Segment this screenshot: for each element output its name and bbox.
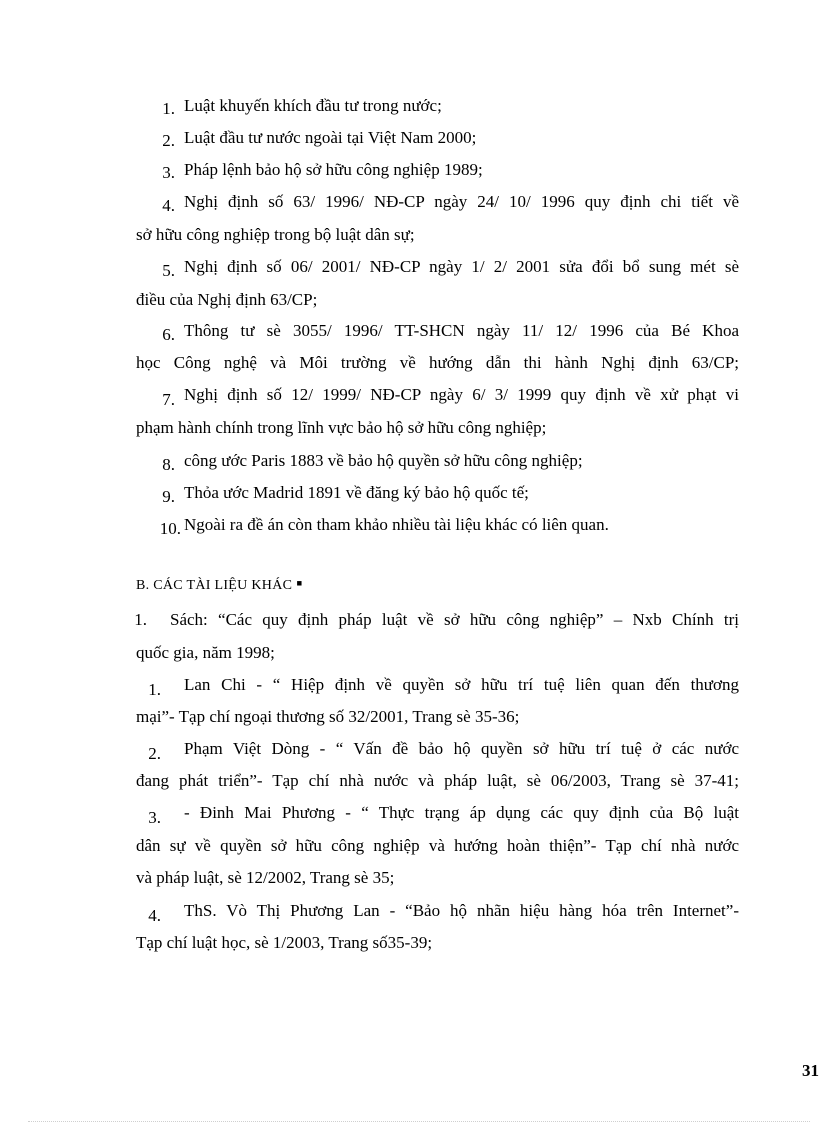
list-text: Nghị định số 63/ 1996/ NĐ-CP ngày 24/ 10/ 1996 quy định chi tiết về bbox=[184, 192, 739, 211]
list-text: Luật khuyến khích đầu tư trong nước; bbox=[184, 96, 442, 115]
list-number: 4. bbox=[162, 196, 175, 215]
list-text: Pháp lệnh bảo hộ sở hữu công nghiệp 1989; bbox=[184, 160, 483, 179]
list-number: 1. bbox=[148, 680, 161, 699]
list-text: ThS. Vò Thị Phương Lan - “Bảo hộ nhãn hiệu hàng hóa trên Internet”- bbox=[184, 901, 739, 920]
list-number: 8. bbox=[162, 455, 175, 474]
list-text: Lan Chi - “ Hiệp định về quyền sở hữu trí tuệ liên quan đến thương bbox=[184, 675, 739, 694]
list-text: Nghị định số 06/ 2001/ NĐ-CP ngày 1/ 2/ 2001 sửa đổi bổ sung mét sè bbox=[184, 257, 739, 276]
list-text: công ước Paris 1883 về bảo hộ quyền sở hữu công nghiệp; bbox=[184, 451, 583, 470]
list-text: Nghị định số 12/ 1999/ NĐ-CP ngày 6/ 3/ 1999 quy định về xử phạt vi bbox=[184, 385, 739, 404]
list-text: quốc gia, năm 1998; bbox=[136, 643, 275, 662]
list-text: phạm hành chính trong lĩnh vực bảo hộ sở hữu công nghiệp; bbox=[136, 418, 547, 437]
list-number: 4. bbox=[148, 906, 161, 925]
list-number: 3. bbox=[162, 163, 175, 182]
page-number: 31 bbox=[802, 1061, 819, 1080]
list-number: 2. bbox=[148, 744, 161, 763]
list-text: Ngoài ra đề án còn tham khảo nhiều tài liệu khác có liên quan. bbox=[184, 515, 609, 534]
page-footer-divider bbox=[28, 1121, 810, 1122]
list-text: mại”- Tạp chí ngoại thương số 32/2001, Trang sè 35-36; bbox=[136, 707, 520, 726]
list-text: - Đinh Mai Phương - “ Thực trạng áp dụng các quy định của Bộ luật bbox=[184, 803, 739, 822]
section-heading-text: B. CÁC TÀI LIỆU KHÁC bbox=[136, 578, 293, 593]
list-text: Phạm Việt Dòng - “ Vấn đề bảo hộ quyền sở hữu trí tuệ ở các nước bbox=[184, 739, 739, 758]
list-text: sở hữu công nghiệp trong bộ luật dân sự; bbox=[136, 225, 415, 244]
list-text: Thỏa ước Madrid 1891 về đăng ký bảo hộ quốc tế; bbox=[184, 483, 529, 502]
list-text: Sách: “Các quy định pháp luật về sở hữu công nghiệp” – Nxb Chính trị bbox=[170, 610, 739, 629]
list-number: 10. bbox=[159, 519, 181, 538]
list-text: điều của Nghị định 63/CP; bbox=[136, 290, 318, 309]
list-text: Luật đầu tư nước ngoài tại Việt Nam 2000; bbox=[184, 128, 477, 147]
section-heading bbox=[136, 573, 303, 594]
list-number: 2. bbox=[162, 131, 175, 150]
list-text: đang phát triển”- Tạp chí nhà nước và pháp luật, sè 06/2003, Trang sè 37-41; bbox=[136, 771, 739, 790]
list-number: 1. bbox=[134, 610, 147, 629]
list-number: 7. bbox=[162, 390, 175, 409]
list-number: 6. bbox=[162, 325, 175, 344]
list-text: học Công nghệ và Môi trường về hướng dẫn thi hành Nghị định 63/CP; bbox=[136, 353, 739, 372]
list-number: 3. bbox=[148, 808, 161, 827]
list-number: 9. bbox=[162, 487, 175, 506]
list-number: 1. bbox=[162, 99, 175, 118]
list-text: Tạp chí luật học, sè 1/2003, Trang số35-39; bbox=[136, 933, 433, 952]
heading-bullet: ▪ bbox=[296, 573, 303, 593]
list-number: 5. bbox=[162, 261, 175, 280]
list-text: Thông tư sè 3055/ 1996/ TT-SHCN ngày 11/ 12/ 1996 của Bé Khoa bbox=[184, 321, 739, 340]
list-text: dân sự về quyền sở hữu công nghiệp và hướng hoàn thiện”- Tạp chí nhà nước bbox=[136, 836, 739, 855]
list-text: và pháp luật, sè 12/2002, Trang sè 35; bbox=[136, 868, 395, 887]
